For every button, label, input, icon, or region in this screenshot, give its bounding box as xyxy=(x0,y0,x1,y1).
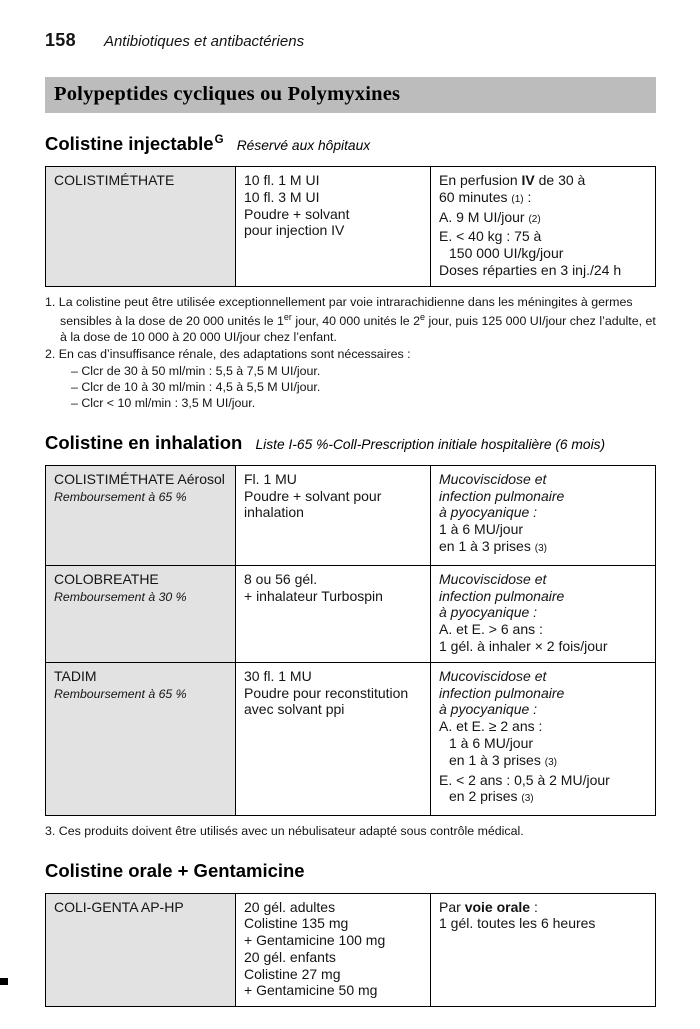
section-title-text: Colistine orale + Gentamicine xyxy=(45,859,305,881)
dosage-line xyxy=(439,538,647,558)
footnote-2-item: – Clcr de 30 à 50 ml/min : 5,5 à 7,5 M UI/jour. xyxy=(71,363,321,378)
presentation-cell xyxy=(236,662,431,815)
section-subtitle: Réservé aux hôpitaux xyxy=(236,138,371,153)
dosage-line: 1 gél. toutes les 6 heures xyxy=(439,915,596,932)
presentation-line: 20 gél. enfants xyxy=(244,948,336,965)
dosage-line xyxy=(439,172,647,189)
dosage-text: en 2 prises xyxy=(449,788,522,805)
indication-line: infection pulmonaire xyxy=(439,587,565,604)
dosage-line: 1 gél. à inhaler × 2 fois/jour xyxy=(439,637,608,654)
presentation-line: 30 fl. 1 MU xyxy=(244,667,312,684)
drug-name-cell xyxy=(46,465,236,565)
presentation-line: + inhalateur Turbospin xyxy=(244,587,383,604)
dosage-line xyxy=(439,899,647,916)
page-header xyxy=(45,30,656,51)
footnote-marker: (3) xyxy=(521,793,534,805)
drug-name: COLI-GENTA AP-HP xyxy=(54,898,184,915)
presentation-line: pour injection IV xyxy=(244,222,345,239)
footnote-2-item: – Clcr < 10 ml/min : 3,5 M UI/jour. xyxy=(71,396,256,411)
dosage-text: en 1 à 3 prises xyxy=(439,537,535,554)
dosage-cell xyxy=(431,565,656,662)
presentation-line: Poudre pour reconstitution xyxy=(244,684,409,701)
dosage-line: A. et E. > 6 ans : xyxy=(439,621,543,638)
reimbursement-note: Remboursement à 65 % xyxy=(54,686,187,701)
presentation-line: 10 fl. 3 M UI xyxy=(244,188,320,205)
dosage-line: 1 à 6 MU/jour xyxy=(449,734,534,751)
table-row xyxy=(46,465,656,565)
dosage-line: 150 000 UI/kg/jour xyxy=(449,245,564,262)
dosage-line xyxy=(439,189,647,209)
dosage-text: en 1 à 3 prises xyxy=(449,751,545,768)
drug-name: COLOBREATHE xyxy=(54,570,159,587)
presentation-line: Colistine 27 mg xyxy=(244,965,341,982)
inhalation-table xyxy=(45,465,656,816)
indication-line: infection pulmonaire xyxy=(439,487,565,504)
footnote-1 xyxy=(45,295,656,345)
indication-line: Mucoviscidose et xyxy=(439,570,547,587)
indication-line: Mucoviscidose et xyxy=(439,667,547,684)
dosage-text: En perfusion xyxy=(439,172,522,188)
indication-line: à pyocyanique : xyxy=(439,701,538,718)
generic-status-marker: G xyxy=(214,133,224,146)
dosage-cell xyxy=(431,167,656,287)
footnote-text: La colistine peut être utilisée exceptionnellement par voie intrarachidienne dans les méningites à germes sensibles à la dose de 20 000 unités le 1 xyxy=(58,294,633,329)
footnote-marker: (3) xyxy=(534,542,547,554)
footnote-3 xyxy=(45,824,656,839)
ordinal-superscript: er xyxy=(283,312,292,323)
dosage-line: A. et E. ≥ 2 ans : xyxy=(439,718,543,735)
presentation-line: Fl. 1 MU xyxy=(244,470,297,487)
drug-name-cell xyxy=(46,167,236,287)
presentation-line: Poudre + solvant xyxy=(244,205,350,222)
table-row xyxy=(46,893,656,1007)
presentation-cell xyxy=(236,565,431,662)
dosage-line: E. < 2 ans : 0,5 à 2 MU/jour xyxy=(439,771,610,788)
footnote-marker: (1) xyxy=(511,193,524,205)
dosage-bold: IV xyxy=(521,172,535,188)
presentation-line: Colistine 135 mg xyxy=(244,915,349,932)
section-title-colistine-orale xyxy=(45,860,656,882)
section-subtitle: Liste I-65 %-Coll-Prescription initiale hospitalière (6 mois) xyxy=(255,436,606,452)
dosage-line: E. < 40 kg : 75 à xyxy=(439,228,542,245)
dosage-text: Par xyxy=(439,898,465,915)
dosage-text: 60 minutes xyxy=(439,188,512,205)
dosage-cell xyxy=(431,465,656,565)
injectable-table xyxy=(45,166,656,287)
indication-line: infection pulmonaire xyxy=(439,684,565,701)
dosage-cell xyxy=(431,893,656,1007)
footnote-marker: (3) xyxy=(544,756,557,768)
dosage-cell xyxy=(431,662,656,815)
footnote-text: jour, 40 000 unités le 2 xyxy=(291,314,421,329)
table-row xyxy=(46,565,656,662)
table-row xyxy=(46,167,656,287)
ordinal-superscript: e xyxy=(420,312,426,323)
dosage-line: Doses réparties en 3 inj./24 h xyxy=(439,261,622,278)
dosage-text: A. 9 M UI/jour xyxy=(439,208,529,225)
dosage-line xyxy=(439,752,647,772)
dosage-text: : xyxy=(523,188,532,205)
footnote-number: 3. xyxy=(45,824,56,839)
footnotes xyxy=(45,824,656,839)
footnote-text: En cas d’insuffisance rénale, des adaptations sont nécessaires : xyxy=(58,347,411,362)
presentation-cell xyxy=(236,893,431,1007)
presentation-line: + Gentamicine 100 mg xyxy=(244,932,386,949)
presentation-line: 10 fl. 1 M UI xyxy=(244,172,320,188)
footnote-number: 1. xyxy=(45,294,56,309)
page-number: 158 xyxy=(45,30,76,50)
footnote-text: Ces produits doivent être utilisés avec un nébulisateur adapté sous contrôle médical. xyxy=(58,824,524,839)
dosage-line xyxy=(439,788,647,808)
drug-name: TADIM xyxy=(54,667,97,684)
presentation-line: 20 gél. adultes xyxy=(244,898,336,915)
presentation-line: + Gentamicine 50 mg xyxy=(244,982,378,999)
orale-table xyxy=(45,893,656,1008)
section-title-text: Colistine en inhalation xyxy=(45,431,243,453)
reimbursement-note: Remboursement à 30 % xyxy=(54,589,187,604)
footnote-2-item: – Clcr de 10 à 30 ml/min : 4,5 à 5,5 M UI/jour. xyxy=(71,379,321,394)
footnote-number: 2. xyxy=(45,347,56,362)
chapter-banner-title: Polypeptides cycliques ou Polymyxines xyxy=(54,83,401,105)
presentation-line: inhalation xyxy=(244,504,304,521)
drug-name: COLISTIMÉTHATE xyxy=(54,172,175,188)
drug-name-cell xyxy=(46,662,236,815)
dosage-text: : xyxy=(530,898,538,915)
section-title-text: Colistine injectable xyxy=(45,133,214,154)
indication-line: à pyocyanique : xyxy=(439,504,538,521)
presentation-line: 8 ou 56 gél. xyxy=(244,570,318,587)
chapter-banner xyxy=(45,77,656,113)
indication-line: à pyocyanique : xyxy=(439,604,538,621)
presentation-cell xyxy=(236,465,431,565)
footnote-2 xyxy=(45,347,656,362)
dosage-line: 1 à 6 MU/jour xyxy=(439,521,524,538)
dosage-text: de 30 à xyxy=(534,172,586,188)
table-row xyxy=(46,662,656,815)
running-title: Antibiotiques et antibactériens xyxy=(103,33,305,50)
footnote-marker: (2) xyxy=(528,213,541,225)
dosage-line xyxy=(439,209,647,229)
footnotes xyxy=(45,295,656,412)
dosage-bold: voie orale xyxy=(464,898,531,915)
section-title-colistine-injectable xyxy=(45,133,656,155)
footnote-text: jour, puis 125 000 UI/jour chez l’adulte, et à la dose de 10 000 à 20 000 UI/jour chez l’enfant. xyxy=(60,314,656,344)
indication-line: Mucoviscidose et xyxy=(439,470,547,487)
print-crop-mark xyxy=(0,978,8,985)
drug-name-cell xyxy=(46,893,236,1007)
reimbursement-note: Remboursement à 65 % xyxy=(54,489,187,504)
drug-name: COLISTIMÉTHATE Aérosol xyxy=(54,470,225,487)
section-title-colistine-inhalation xyxy=(45,432,656,454)
drug-name-cell xyxy=(46,565,236,662)
presentation-line: Poudre + solvant pour xyxy=(244,487,382,504)
presentation-line: avec solvant ppi xyxy=(244,701,345,718)
presentation-cell xyxy=(236,167,431,287)
